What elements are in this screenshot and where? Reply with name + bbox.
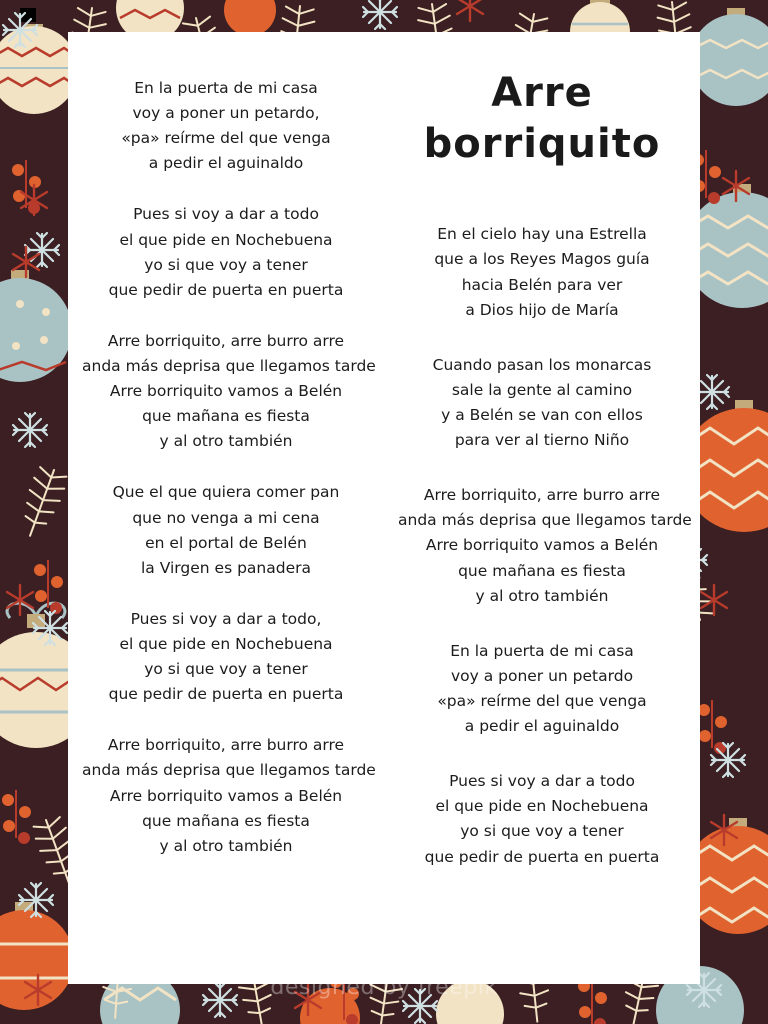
lyric-line: «pa» reírme del que venga xyxy=(437,692,647,711)
lyric-line: hacia Belén para ver xyxy=(461,275,623,294)
page-title-line: borriquito xyxy=(423,121,661,168)
lyric-line: En la puerta de mi casa xyxy=(450,641,634,660)
lyric-line: Arre borriquito, arre burro arre xyxy=(107,331,345,350)
lyric-line: yo si que voy a tener xyxy=(460,822,624,841)
stanza xyxy=(398,483,692,609)
lyric-line: «pa» reírme del que venga xyxy=(121,129,331,148)
watermark xyxy=(0,975,768,1000)
lyric-line: Que el que quiera comer pan xyxy=(112,483,340,502)
stanza xyxy=(82,607,370,707)
stanza xyxy=(82,202,370,302)
lyric-line: en el portal de Belén xyxy=(145,533,307,552)
lyrics-columns xyxy=(68,32,700,984)
lyric-line: Arre borriquito, arre burro arre xyxy=(423,486,661,505)
lyric-line: Pues si voy a dar a todo xyxy=(449,772,635,791)
lyric-line: que mañana es fiesta xyxy=(142,811,310,830)
lyric-line: Pues si voy a dar a todo xyxy=(133,205,319,224)
lyric-line: yo si que voy a tener xyxy=(144,660,308,679)
stanza xyxy=(82,733,376,859)
lyric-line: que mañana es fiesta xyxy=(142,407,310,426)
lyric-line: que pedir de puerta en puerta xyxy=(108,280,344,299)
lyric-line: que pedir de puerta en puerta xyxy=(108,685,344,704)
lyric-line: y a Belén se van con ellos xyxy=(441,406,643,425)
lyric-line: Arre borriquito vamos a Belén xyxy=(109,786,343,805)
lyrics-card xyxy=(68,32,700,984)
lyric-line: sale la gente al camino xyxy=(451,380,633,399)
stanza xyxy=(398,639,686,739)
stanza xyxy=(398,222,686,322)
lyric-line: el que pide en Nochebuena xyxy=(119,634,333,653)
lyric-line: que pedir de puerta en puerta xyxy=(424,847,660,866)
lyric-line: el que pide en Nochebuena xyxy=(435,797,649,816)
lyric-line: y al otro también xyxy=(475,586,609,605)
watermark-text: designed by freepik xyxy=(270,975,498,1000)
lyric-line: que no venga a mi cena xyxy=(132,508,320,527)
stanza xyxy=(82,76,370,176)
lyric-line: Pues si voy a dar a todo, xyxy=(130,609,322,628)
lyric-line: En el cielo hay una Estrella xyxy=(437,225,647,244)
page-title-line: Arre xyxy=(491,70,593,116)
stanza xyxy=(82,329,376,455)
lyric-line: que mañana es fiesta xyxy=(458,561,626,580)
stanza xyxy=(398,769,686,869)
lyric-line: Arre borriquito vamos a Belén xyxy=(109,382,343,401)
lyric-line: yo si que voy a tener xyxy=(144,255,308,274)
lyric-line: anda más deprisa que llegamos tarde xyxy=(82,761,376,780)
lyric-line: a pedir el aguinaldo xyxy=(148,154,304,173)
lyric-line: Arre borriquito, arre burro arre xyxy=(107,736,345,755)
lyric-line: a pedir el aguinaldo xyxy=(464,717,620,736)
lyric-line: a Dios hijo de María xyxy=(465,300,619,319)
stanza xyxy=(82,480,370,580)
lyric-line: el que pide en Nochebuena xyxy=(119,230,333,249)
lyric-line: y al otro también xyxy=(159,432,293,451)
lyric-line: y al otro también xyxy=(159,836,293,855)
lyric-line: voy a poner un petardo xyxy=(450,666,634,685)
lyrics-column-right xyxy=(384,32,700,984)
lyrics-column-left xyxy=(68,32,384,984)
lyric-line: anda más deprisa que llegamos tarde xyxy=(398,511,692,530)
stanza xyxy=(398,353,686,453)
lyric-line: que a los Reyes Magos guía xyxy=(434,250,650,269)
lyric-line: voy a poner un petardo, xyxy=(132,104,320,123)
lyric-line: la Virgen es panadera xyxy=(141,558,311,577)
lyric-line: anda más deprisa que llegamos tarde xyxy=(82,356,376,375)
lyric-line: para ver al tierno Niño xyxy=(454,431,630,450)
lyric-line: En la puerta de mi casa xyxy=(134,79,318,97)
lyric-line: Arre borriquito vamos a Belén xyxy=(425,536,659,555)
lyric-line: Cuando pasan los monarcas xyxy=(432,355,652,374)
page-title xyxy=(398,68,686,170)
